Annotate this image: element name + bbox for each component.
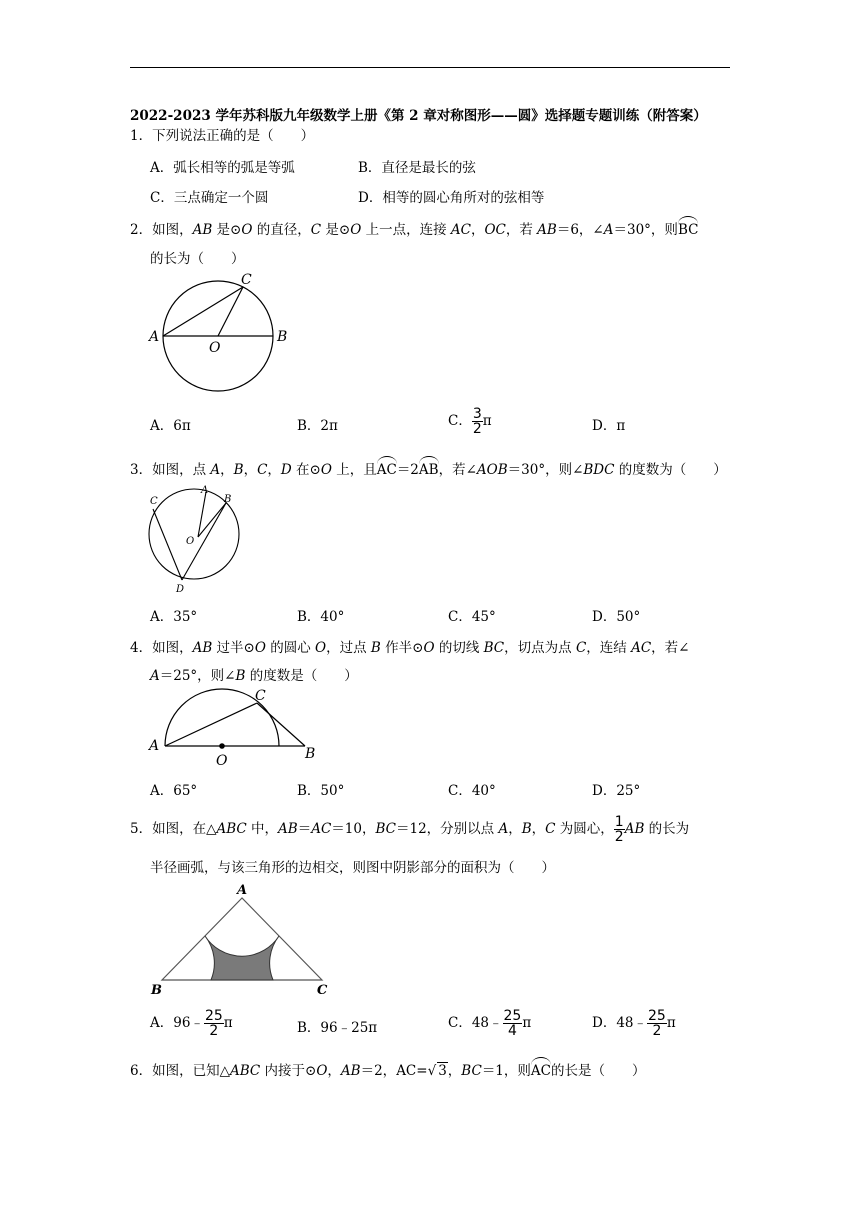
sqrt-three: 3 (438, 1063, 447, 1079)
q2-option-c-fraction: $\frac{3}{2}$ (472, 406, 482, 437)
q3-label-c: C (150, 496, 158, 507)
q3-figure-circle (140, 482, 250, 597)
q3-option-d: D．50° (592, 609, 641, 625)
header-rule (130, 67, 730, 68)
arc-ac-notation-q6: AC (530, 1063, 551, 1079)
q2-option-b: B．2π (297, 418, 338, 434)
q1-option-c: C．三点确定一个圆 (150, 190, 269, 206)
q1-stem: 1．下列说法正确的是（ ） (130, 128, 315, 144)
q2-label-a: A (149, 329, 160, 345)
q2-option-d: D．π (592, 418, 626, 434)
q4-stem-line1: 4．如图，AB 过半⊙O 的圆心 O，过点 B 作半⊙O 的切线 BC，切点为点 C，连结 AC，若∠ (130, 640, 690, 656)
q3-label-a: A (201, 485, 209, 496)
q3-option-c: C．45° (448, 609, 496, 625)
q2-figure-circle (145, 270, 295, 400)
q4-label-c: C (255, 688, 266, 704)
q4-option-b: B．50° (297, 783, 345, 799)
arc-ac-notation: AC (376, 462, 397, 478)
q5-figure-triangle (145, 882, 345, 1000)
q5-label-b: B (151, 983, 162, 998)
q4-stem-line2: A＝25°，则∠B 的度数是（ ） (150, 668, 358, 684)
q5-half-fraction: $\frac{1}{2}$ (614, 814, 624, 845)
q3-label-b: B (224, 494, 232, 505)
q5-option-b: B．96﹣25π (297, 1020, 378, 1036)
q3-stem: 3．如图，点 A，B，C，D 在⊙O 上，且AC＝2AB，若∠AOB＝30°，则∠BDC 的度数为（ ） (130, 462, 727, 478)
q3-option-a: A．35° (150, 609, 198, 625)
q1-option-d: D．相等的圆心角所对的弦相等 (358, 190, 545, 206)
q5-option-a: A．96﹣ $\frac{25}{2}$ π (150, 1008, 233, 1039)
q4-option-a: A．65° (150, 783, 198, 799)
q3-option-b: B．40° (297, 609, 345, 625)
q2-stem-line2: 的长为（ ） (150, 251, 245, 267)
q5-stem-line1: 5．如图，在△ABC 中，AB＝AC＝10，BC＝12，分别以点 A，B，C 为圆心， $\frac{1}{2}$ AB 的长为 (130, 814, 690, 845)
q2-label-b: B (277, 329, 288, 345)
q1-option-a: A．弧长相等的弧是等弧 (150, 160, 295, 176)
q4-label-o: O (216, 753, 228, 769)
q4-option-d: D．25° (592, 783, 641, 799)
q2-option-a: A．6π (150, 418, 191, 434)
q5-option-a-fraction: $\frac{25}{2}$ (204, 1008, 223, 1039)
q4-label-a: A (149, 738, 160, 754)
q3-label-d: D (176, 584, 185, 595)
page-title: 2022-2023 学年苏科版九年级数学上册《第 2 章对称图形——圆》选择题专题训练（附答案） (130, 108, 707, 124)
q4-label-b: B (305, 746, 316, 762)
q5-option-c: C．48﹣ $\frac{25}{4}$ π (448, 1008, 532, 1039)
q1-option-b: B．直径是最长的弦 (358, 160, 476, 176)
q2-stem-line1: 2．如图，AB 是⊙O 的直径，C 是⊙O 上一点，连接 AC，OC，若 AB＝6，∠A＝30°，则BC (130, 222, 699, 238)
q4-option-c: C．40° (448, 783, 496, 799)
arc-bc-notation: BC (677, 222, 699, 238)
q5-option-d: D．48﹣ $\frac{25}{2}$ π (592, 1008, 676, 1039)
q5-option-c-fraction: $\frac{25}{4}$ (503, 1008, 522, 1039)
q5-label-c: C (317, 983, 328, 998)
q2-label-c: C (241, 272, 252, 288)
arc-ab-notation: AB (418, 462, 439, 478)
q2-label-o: O (209, 340, 221, 356)
q5-stem-line2: 半径画弧，与该三角形的边相交，则图中阴影部分的面积为（ ） (150, 860, 555, 876)
q3-label-o: O (186, 536, 195, 547)
q2-option-c: C． $\frac{3}{2}$ π (448, 406, 492, 437)
q4-figure-semicircle (145, 688, 325, 770)
q5-label-a: A (237, 883, 248, 898)
q6-stem: 6．如图，已知△ABC 内接于⊙O，AB＝2，AC=√ 3，BC＝1，则AC的长是（ ） (130, 1063, 646, 1079)
q5-option-d-fraction: $\frac{25}{2}$ (648, 1008, 666, 1039)
